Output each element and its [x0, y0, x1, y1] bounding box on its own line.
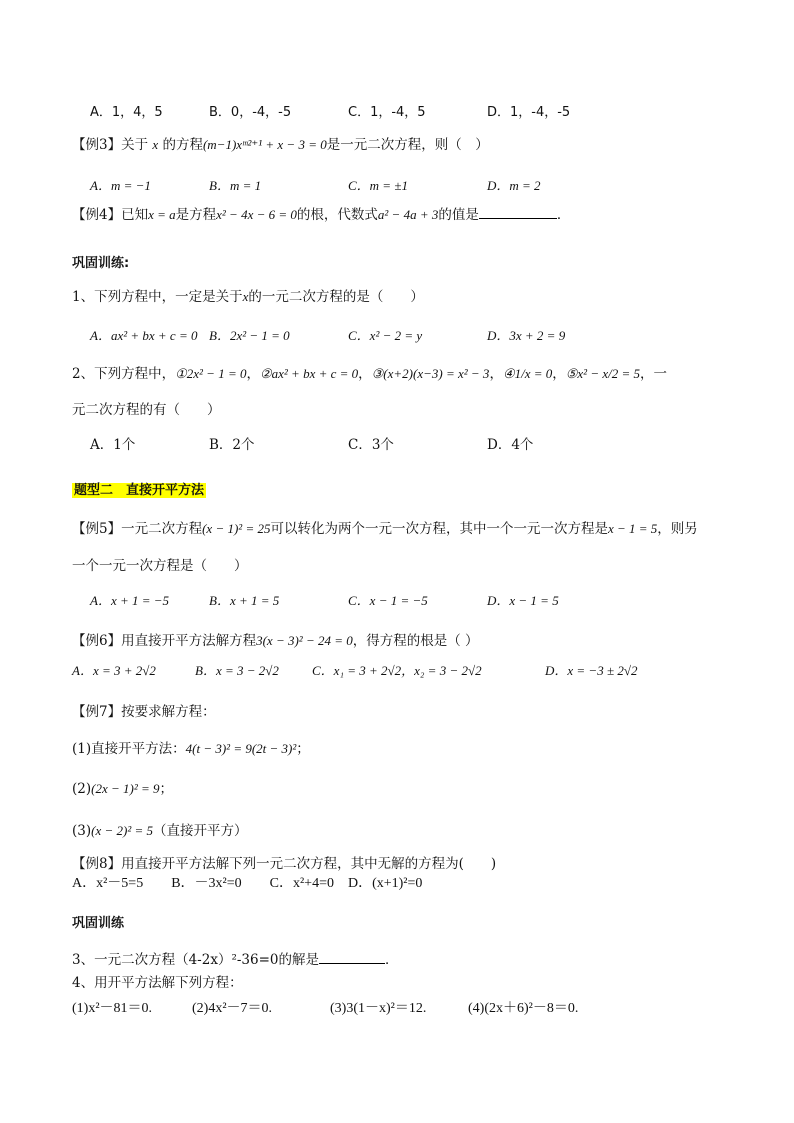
answer-blank: [319, 951, 385, 964]
example-5-question: 【例5】一元二次方程(x − 1)² = 25可以转化为两个一元一次方程，其中一个一元一次方程是x − 1 = 5，则另: [72, 521, 698, 537]
option-d: D．4个: [487, 437, 534, 453]
practice-question-3: 3、一元二次方程（4-2x）²-36=0的解是 ．: [72, 952, 399, 968]
option-c: C．m = ±1: [348, 178, 408, 193]
option-d: D．x = −3 ± 2√2: [545, 663, 638, 678]
option-d: D．m = 2: [487, 178, 541, 193]
example-7-part-1: (1)直接开平方法：4(t − 3)² = 9(2t − 3)²；: [72, 741, 310, 757]
option-a: A．ax² + bx + c = 0: [90, 328, 198, 343]
top-options-row: [0, 101, 794, 121]
practice-heading-2: 巩固训练: [72, 916, 125, 931]
equation-2: (2)4x²－7＝0.: [192, 1001, 273, 1016]
question-4-items: [0, 997, 794, 1017]
example-label: 【例8】: [72, 856, 122, 872]
practice-question-4: 4、用开平方法解下列方程：: [72, 975, 243, 991]
example-6-options: [0, 660, 794, 680]
option-b: B．x + 1 = 5: [209, 593, 280, 608]
equation: (m−1)xᵐ²⁺¹ + x − 3 = 0: [202, 137, 327, 152]
option-c: C．1，-4，5: [348, 105, 426, 120]
example-5-options: [0, 590, 794, 610]
option-c: C．x − 1 = −5: [348, 593, 428, 608]
example-3-options: [0, 175, 794, 195]
option-d: D．1，-4，-5: [487, 105, 571, 120]
option-c: C．x₁ = 3 + 2√2，x₂ = 3 − 2√2: [312, 663, 482, 678]
equation-3: (3)3(1－x)²＝12.: [330, 1001, 427, 1016]
equation-1: (1)x²－81＝0.: [72, 1001, 153, 1016]
example-label: 【例3】: [72, 137, 122, 153]
example-label: 【例7】: [72, 704, 122, 720]
example-7-part-3: (3)(x − 2)² = 5（直接开平方）: [72, 823, 248, 839]
option-a: A．m = −1: [90, 178, 151, 193]
example-7-question: 【例7】按要求解方程：: [72, 704, 216, 720]
section-title: 题型二 直接开平方法: [74, 483, 205, 498]
option-c: C．3个: [348, 437, 394, 453]
option-b: B．0，-4，-5: [209, 105, 292, 120]
option-b: B．2x² − 1 = 0: [209, 328, 290, 343]
option-a: A．x + 1 = −5: [90, 593, 170, 608]
option-b: B．m = 1: [209, 178, 262, 193]
option-a: A．1，4，5: [90, 105, 163, 120]
option-b: B．2个: [209, 437, 255, 453]
example-5-line2: 一个一元一次方程是（ ）: [72, 558, 248, 574]
question-1-options: [0, 325, 794, 345]
example-8-options: A．x²－5=5 B．－3x²=0 C．x²+4=0 D．(x+1)²=0: [72, 876, 423, 891]
option-c: C．x² − 2 = y: [348, 328, 423, 343]
example-7-part-2: (2)(2x − 1)² = 9；: [72, 781, 173, 797]
example-3-question: 【例3】关于 x 的方程(m−1)xᵐ²⁺¹ + x − 3 = 0是一元二次方程，则（ ）: [72, 137, 489, 153]
question-2-options: [0, 433, 794, 453]
answer-blank: [479, 206, 557, 219]
practice-question-1: 1、下列方程中，一定是关于x的一元二次方程的是（ ）: [72, 289, 424, 305]
example-label: 【例4】: [72, 207, 122, 223]
example-6-question: 【例6】用直接开平方法解方程3(x − 3)² − 24 = 0，得方程的根是（ ）: [72, 633, 479, 649]
practice-question-2: 2、下列方程中，①2x² − 1 = 0，②ax² + bx + c = 0，③(x+2)(x−3) = x² − 3，④1/x = 0，⑤x² − x/2 = 5，一: [72, 366, 667, 382]
example-4-question: 【例4】已知x = a是方程x² − 4x − 6 = 0的根，代数式a² − 4a + 3的值是 ．: [72, 207, 571, 223]
example-label: 【例6】: [72, 633, 122, 649]
example-label: 【例5】: [72, 521, 122, 537]
practice-question-2-line2: 元二次方程的有（ ）: [72, 402, 221, 418]
option-a: A．1个: [90, 437, 136, 453]
practice-heading: 巩固训练:: [72, 256, 130, 271]
option-d: D．x − 1 = 5: [487, 593, 559, 608]
option-a: A．x = 3 + 2√2: [72, 663, 156, 678]
option-b: B．x = 3 − 2√2: [195, 663, 279, 678]
option-d: D．3x + 2 = 9: [487, 328, 566, 343]
equation-4: (4)(2x＋6)²－8＝0.: [468, 1001, 579, 1016]
example-8-question: 【例8】用直接开平方法解下列一元二次方程，其中无解的方程为( ): [72, 856, 497, 872]
